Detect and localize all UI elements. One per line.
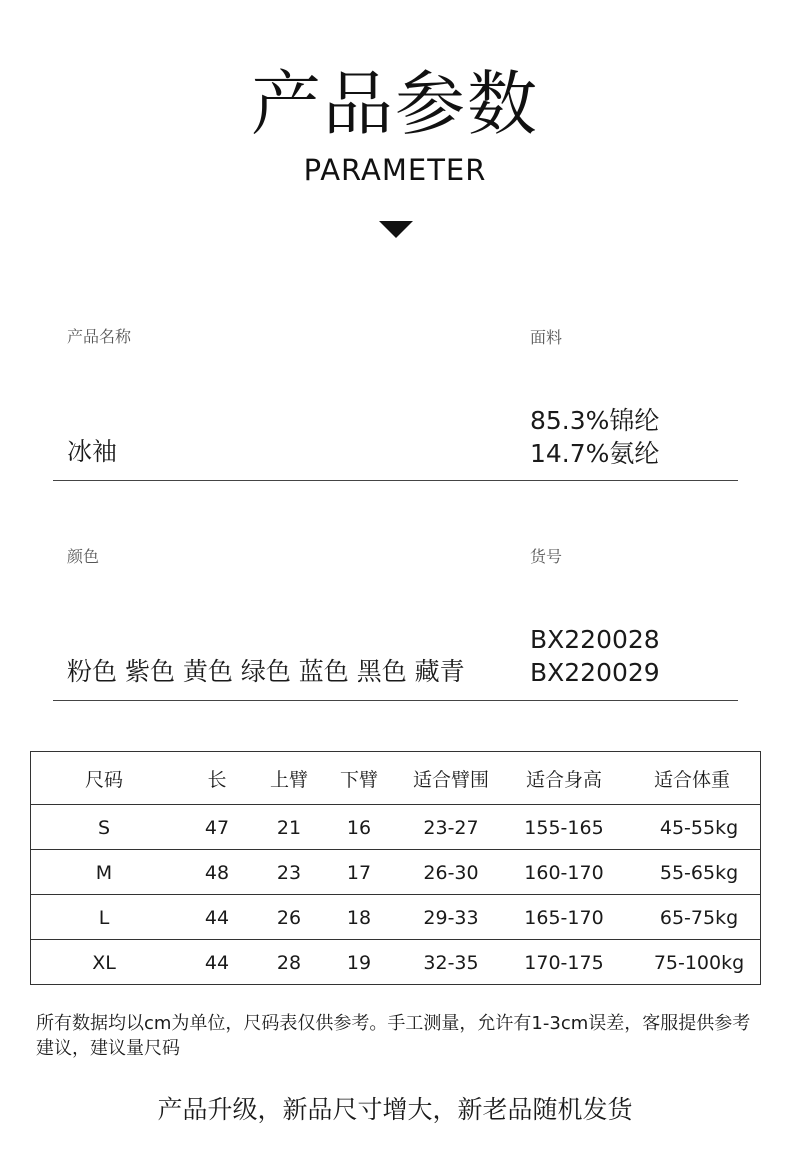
table-cell: 75-100kg [653,951,745,974]
measurement-note: 所有数据均以cm为单位，尺码表仅供参考。手工测量，允许有1-3cm误差，客服提供参考建议，建议量尺码 [36,1013,751,1059]
table-cell: 21 [276,816,302,839]
table-header-cell: 长 [207,768,227,791]
table-row [31,849,760,895]
table-row [31,894,760,940]
table-cell: 165-170 [524,906,604,929]
table-cell: 23-27 [423,816,479,839]
table-cell: 44 [204,951,230,974]
fabric-label: 面料 [530,328,563,347]
divider [53,700,738,701]
table-row [31,804,760,850]
size-table [30,751,761,985]
table-cell: 23 [276,861,302,884]
divider [53,480,738,481]
table-cell: 44 [204,906,230,929]
table-cell: L [98,906,110,929]
table-cell: XL [92,951,116,974]
table-cell: 26-30 [423,861,479,884]
caret-down-icon [379,221,413,238]
table-cell: M [95,861,113,884]
sku-label: 货号 [530,547,563,566]
page-subtitle: PARAMETER [303,153,487,187]
table-cell: 19 [346,951,372,974]
sku-line-2: BX220029 [530,658,660,687]
upgrade-notice: 产品升级，新品尺寸增大，新老品随机发货 [157,1095,633,1124]
table-cell: 55-65kg [659,861,739,884]
table-header-cell: 适合臂围 [412,768,489,791]
table-cell: 18 [346,906,372,929]
table-cell: 29-33 [423,906,479,929]
color-label: 颜色 [67,547,100,566]
table-cell: 65-75kg [659,906,739,929]
table-row [31,939,760,985]
product-name-value: 冰袖 [67,437,118,466]
table-header-row [31,752,760,804]
table-cell: 160-170 [524,861,604,884]
table-header-cell: 适合体重 [653,768,730,791]
product-name-label: 产品名称 [67,327,132,346]
fabric-line-1: 85.3%锦纶 [530,406,660,435]
table-cell: 17 [346,861,372,884]
table-header-cell: 下臂 [339,768,378,791]
table-cell: 170-175 [524,951,604,974]
table-header-cell: 适合身高 [525,768,602,791]
page-title: 产品参数 [251,63,539,145]
fabric-line-2: 14.7%氨纶 [530,439,660,468]
table-cell: S [97,816,111,839]
table-cell: 28 [276,951,302,974]
table-cell: 32-35 [423,951,479,974]
table-cell: 26 [276,906,302,929]
color-value: 粉色 紫色 黄色 绿色 蓝色 黑色 藏青 [67,657,465,686]
table-cell: 155-165 [524,816,604,839]
table-cell: 45-55kg [659,816,739,839]
table-cell: 16 [346,816,372,839]
table-header-cell: 尺码 [84,768,123,791]
table-cell: 47 [204,816,230,839]
table-header-cell: 上臂 [269,768,308,791]
sku-line-1: BX220028 [530,625,660,654]
table-cell: 48 [204,861,230,884]
